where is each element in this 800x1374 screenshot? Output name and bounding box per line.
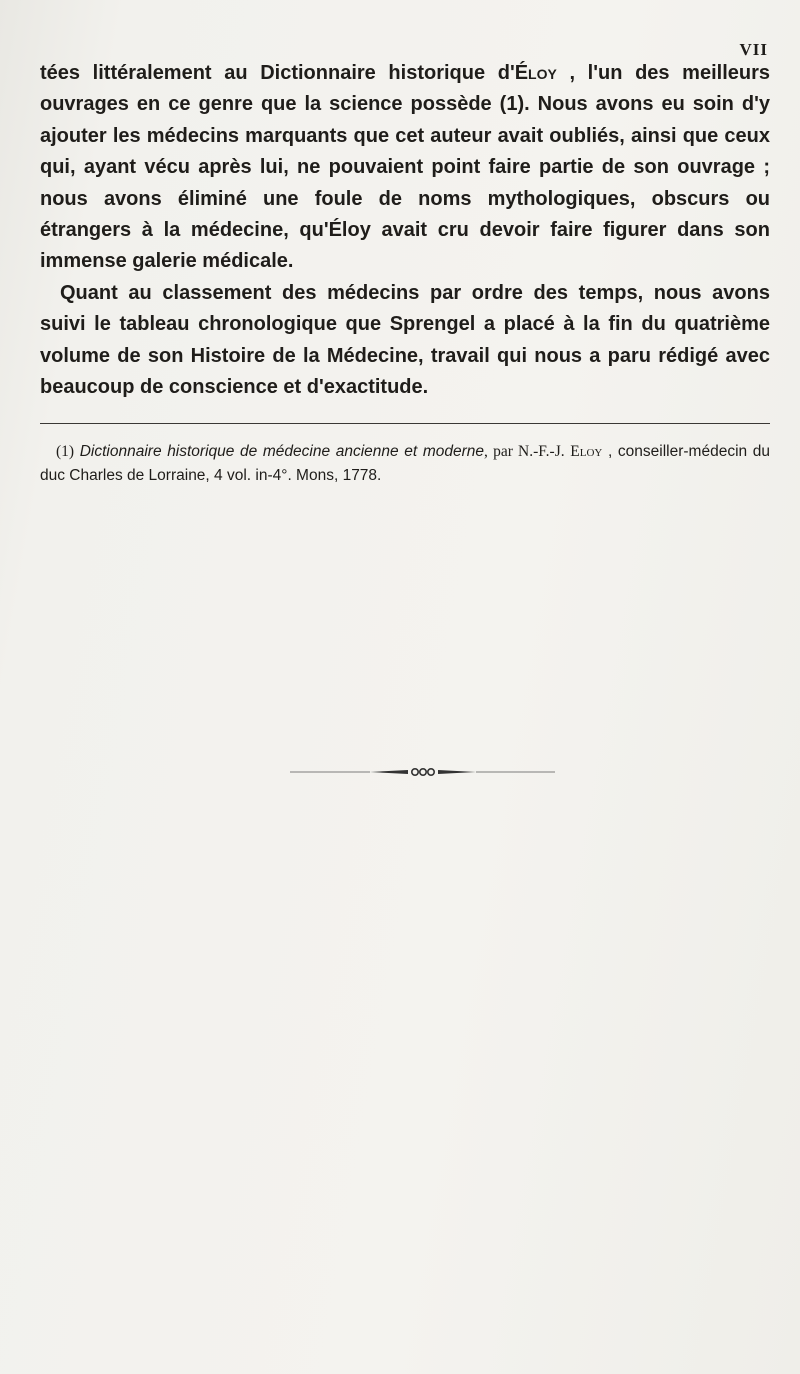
footnote-author: Eloy xyxy=(570,443,603,460)
author-name-smallcaps: Éloy xyxy=(514,62,557,84)
paragraph-1 xyxy=(40,58,770,278)
paragraph-2: Quant au classement des médecins par ordre des temps, nous avons suivi le tableau chronologique que Sprengel a placé à la fin du quatrième volume de son Histoire de la Médecine, travail qui nous a paru rédigé avec beaucoup de conscience et d'exactitude. xyxy=(40,281,770,399)
paragraph-1-part-2: , l'un des meilleurs ouvrages en ce genre que la science possède (1). Nous avons eu soin d'y ajouter les médecins marquants que cet auteur avait oubliés, ainsi que ceux qui, ayant vécu après lui, ne pouvaient point faire partie de son ouvrage ; nous avons éliminé une foule de noms mythologiques, obscurs ou étrangers à la médecine, qu'Éloy avait cru devoir faire figurer dans son immense galerie médicale. xyxy=(40,62,770,273)
body-text xyxy=(40,58,770,403)
footnote-rest: , conseiller-médecin du duc Charles de Lorraine, 4 vol. in-4°. Mons, 1778. xyxy=(40,443,770,484)
footnote-by: , par N.-F.-J. xyxy=(484,443,565,460)
page-number: VII xyxy=(739,40,768,59)
footnote-book-title: Dictionnaire historique de médecine ancienne et moderne xyxy=(79,443,484,460)
ornament-fleuron xyxy=(290,765,555,779)
paragraph-1-part-1: tées littéralement au Dictionnaire historique d' xyxy=(40,62,515,84)
footnote-marker: (1) xyxy=(56,443,75,460)
footnote xyxy=(40,440,770,487)
footnote-separator xyxy=(40,423,770,424)
